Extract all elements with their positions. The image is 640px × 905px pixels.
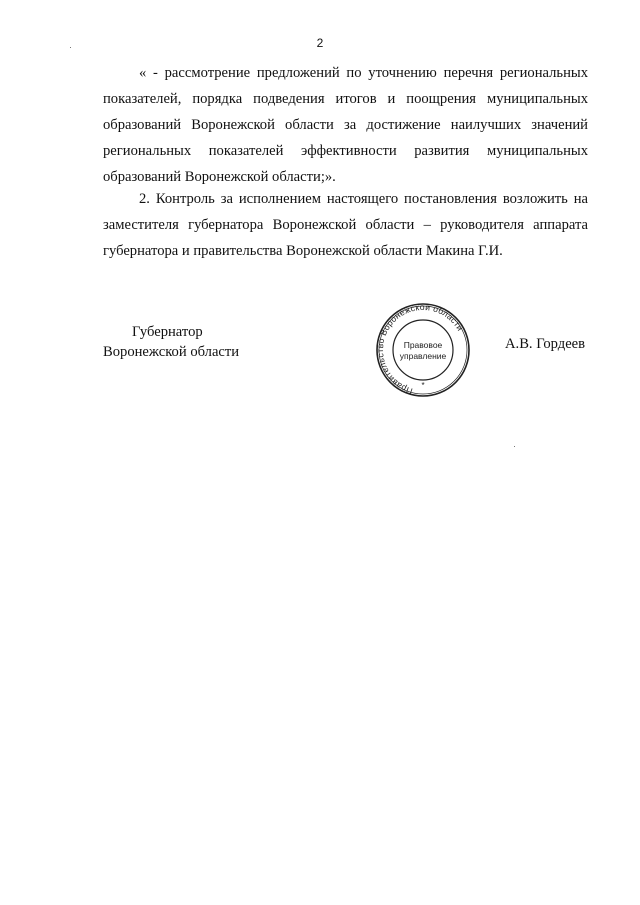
official-stamp [375, 302, 471, 398]
signatory-region: Воронежской области [103, 344, 240, 360]
stamp-center-line-2: управление [399, 351, 447, 361]
stamp-seal-icon [375, 302, 471, 398]
signatory-name: А.В. Гордеев [505, 336, 586, 352]
text-line: 2. Контроль за исполнением настоящего постановления возложить на [139, 191, 588, 207]
text-line: показателей, порядка подведения итогов и поощрения муниципальных [103, 91, 588, 107]
stamp-star-mark: * [421, 381, 425, 390]
stamp-center-line-1: Правовое [403, 340, 443, 350]
text-line: образований Воронежской области за достижение наилучших значений [103, 117, 588, 133]
stamp-ring-text: Правительство Воронежской области [375, 302, 466, 397]
scan-speck [514, 446, 515, 447]
signatory-title: Губернатор [132, 324, 203, 340]
paragraph-control [103, 186, 588, 264]
page-number: 2 [316, 36, 324, 50]
text-line: образований Воронежской области;». [103, 169, 336, 185]
text-line: заместителя губернатора Воронежской области – руководителя аппарата [103, 217, 588, 233]
scan-speck [70, 47, 71, 48]
signatory-position [103, 322, 239, 362]
text-line: « - рассмотрение предложений по уточнению перечня региональных [139, 65, 588, 81]
paragraph-amendment [103, 60, 588, 190]
text-line: региональных показателей эффективности развития муниципальных [103, 143, 588, 159]
text-line: губернатора и правительства Воронежской области Макина Г.И. [103, 243, 503, 259]
